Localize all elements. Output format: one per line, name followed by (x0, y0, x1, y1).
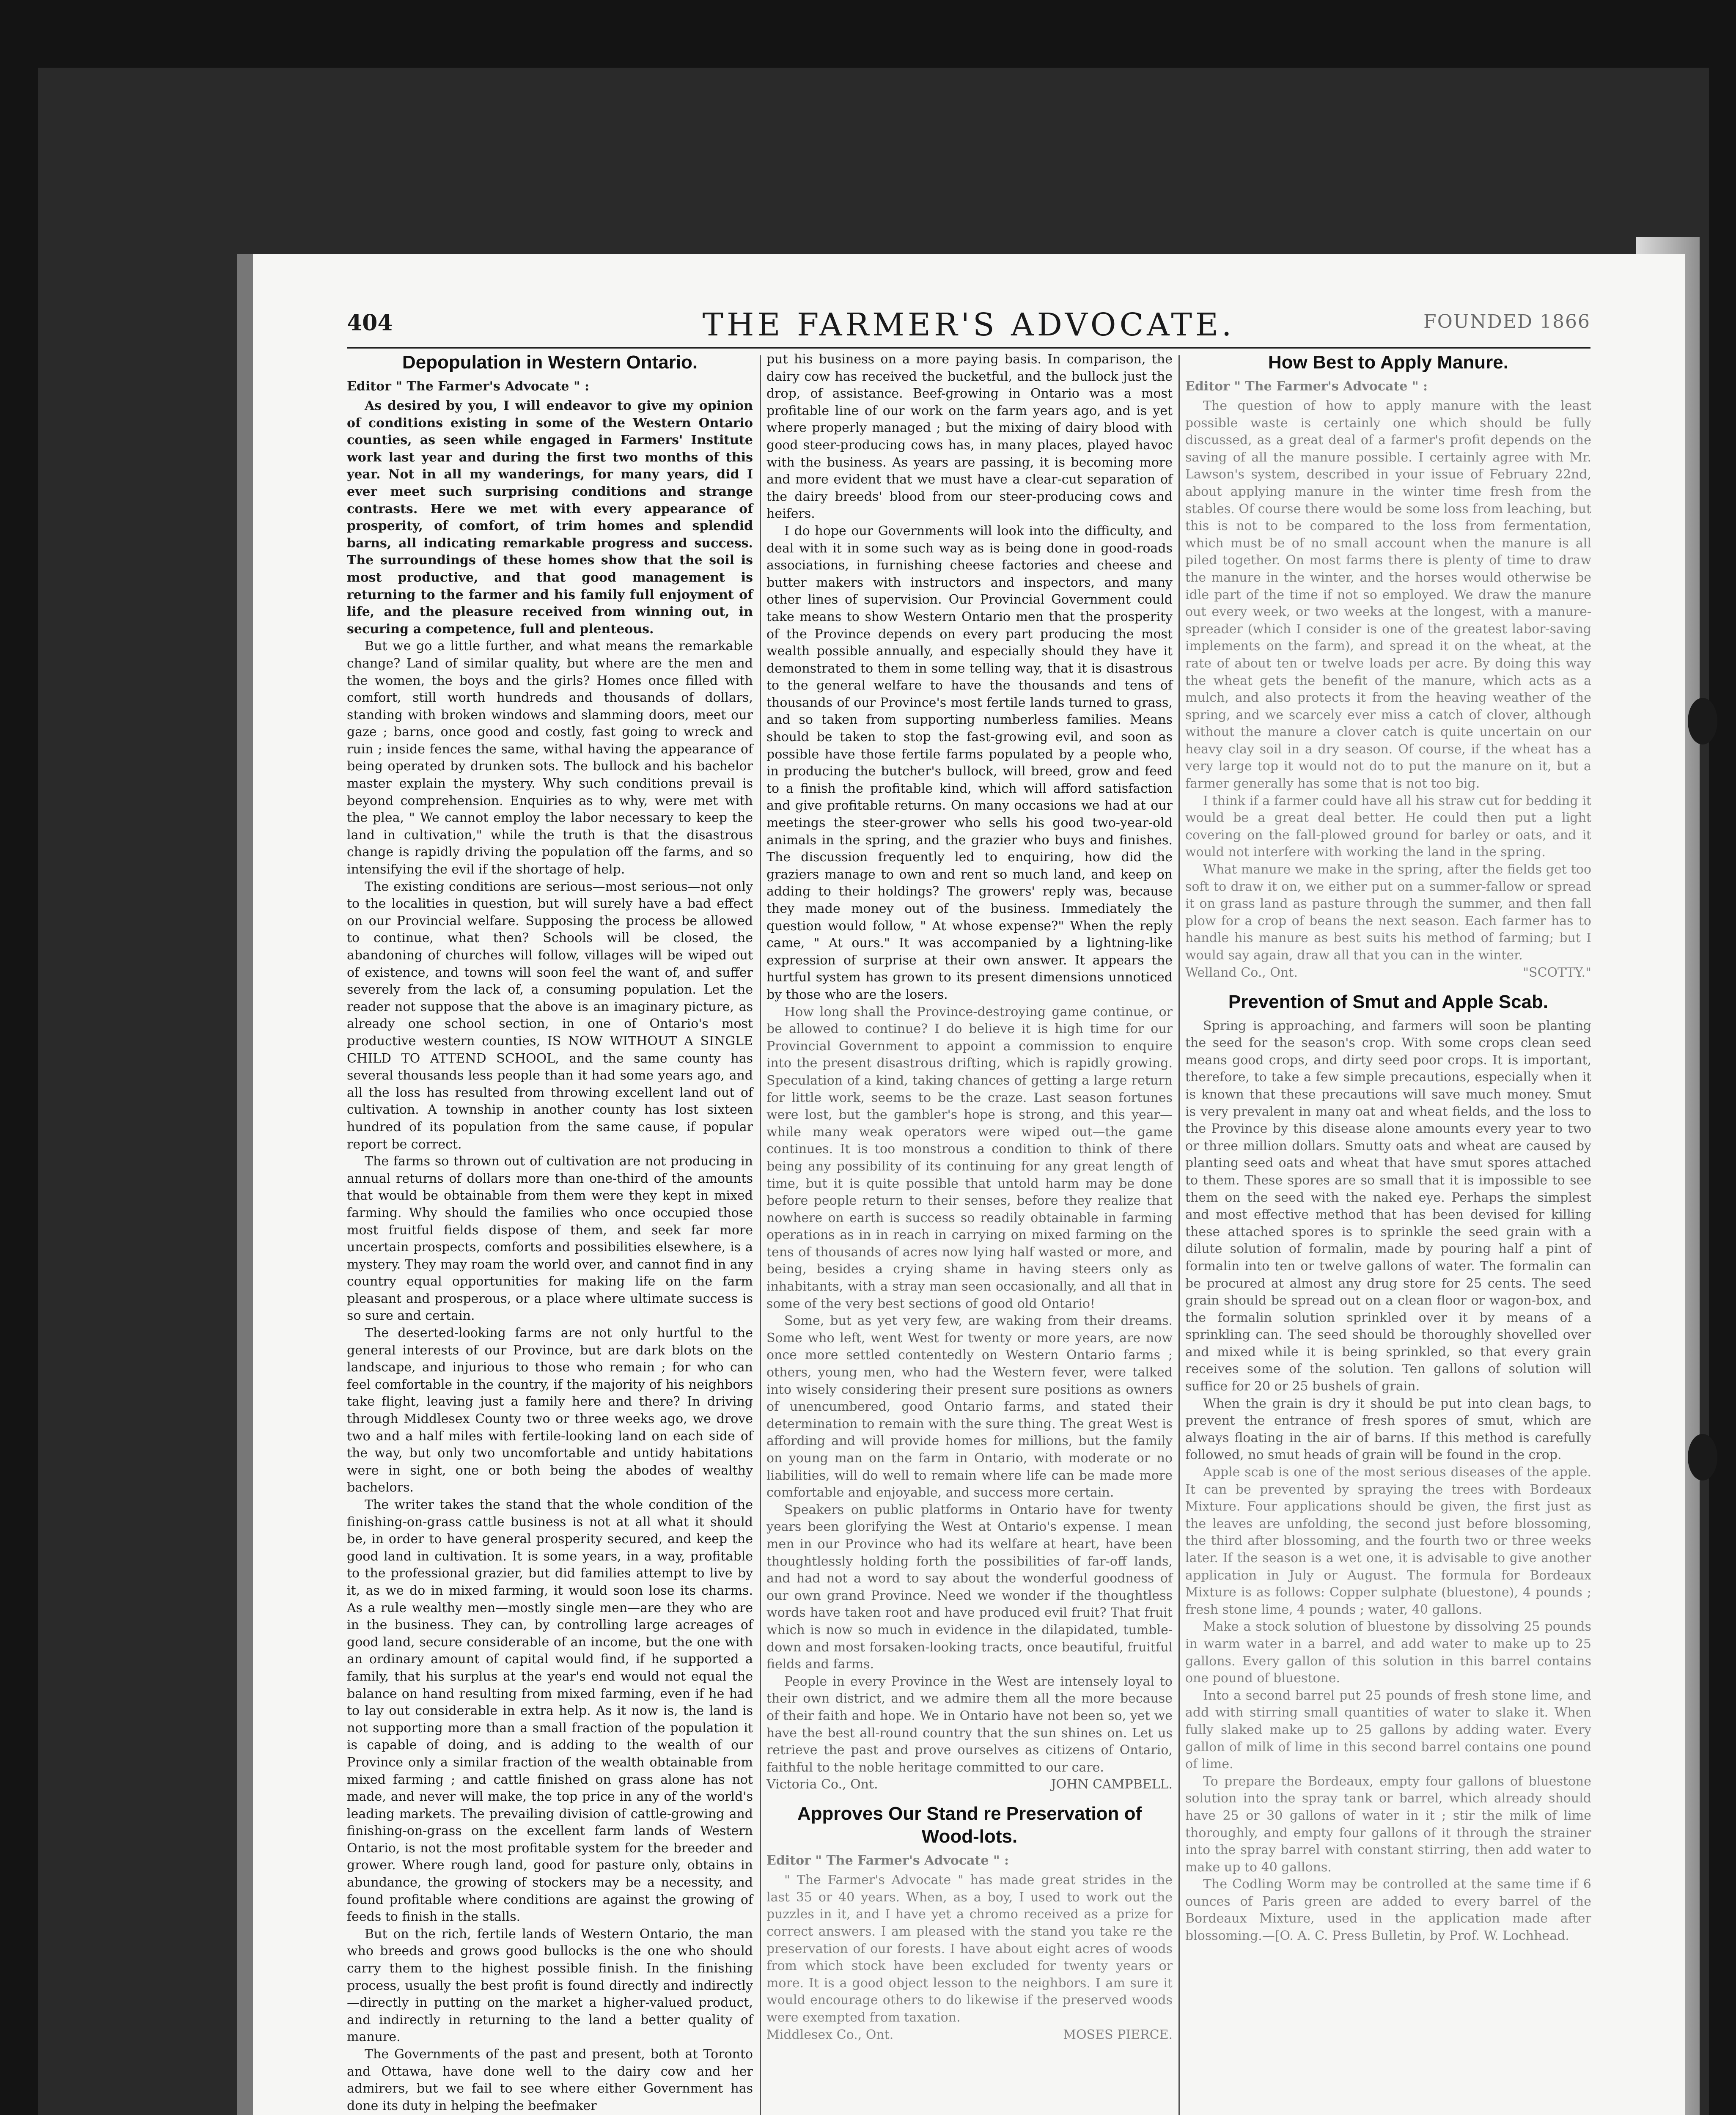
binding-hole-icon (1688, 698, 1717, 744)
signature-location: Victoria Co., Ont. (766, 1777, 878, 1792)
article-paragraph: How long shall the Province-destroying game continue, or be allowed to continue? I do believe it is high time for our Provincial Government to appoint a commission to enquire into the present disastrous drifting, which is rapidly growing. Speculation of a kind, taking chances of getting a large return for little work, seems to be the craze. Last season fortunes were lost, but the gambler's hope is strong, and this year—while many weak operators were wiped out—the game continues. It is too monstrous a condition to think of there being any possibility of its continuing for any great length of time, but it is quite possible that untold harm may be done before people return to their senses, before they realize that nowhere on earth is success so readily obtainable in farming operations as in in reach in carrying on mixed farming on the tens of thousands of acres now lying half wasted or more, and being, besides a crying shame in having steers only as inhabitants, with a stray man seen occasionally, and all that in some of the very best sections of good old Ontario! (766, 1004, 1173, 1311)
article-paragraph: " The Farmer's Advocate " has made great strides in the last 35 or 40 years. When, as a boy, I used to work out the puzzles in it, and I have yet a chromo received as a prize for correct answers. I am pleased with the stand you take re the preservation of our forests. I have about eight acres of woods from which stock have been excluded for twenty years or more. It is a good object lesson to the neighbors. I am sure it would encourage others to do likewise if the preserved woods were exempted from taxation. (766, 1873, 1173, 2025)
page-number: 404 (347, 310, 393, 336)
article-paragraph: Speakers on public platforms in Ontario have for twenty years been glorifying the West at Ontario's expense. I mean men in our Province who had its welfare at heart, have been thoughtlessly holding forth the possibilities of far-off lands, and had not a word to say about the wonderful goodness of our own grand Province. Need we wonder if the thoughtless words have taken root and have produced evil fruit? That fruit which is now so much in evidence in the dilapidated, tumble-down and most forsaken-looking tracts, once beautiful, fruitful fields and farms. (766, 1502, 1173, 1672)
article-paragraph: Spring is approaching, and farmers will soon be planting the seed for the season's crop. With some crops clean seed means good crops, and dirty seed poor crops. It is important, therefore, to take a few simple precautions, especially when it is known that these precautions will save much money. Smut is very prevalent in many oat and wheat fields, and the loss to the Province by this disease alone amounts every year to two or three million dollars. Smutty oats and wheat are caused by planting seed oats and wheat that have smut spores attached to them. These spores are so small that it is impossible to see them on the seed with the naked eye. Perhaps the simplest and most effective method that has been devised for killing these attached spores is to sprinkle the seed grain with a dilute solution of formalin, made by pouring half a pint of formalin into ten or twelve gallons of water. The formalin can be procured at almost any drug store for 25 cents. The seed grain should be spread out on a clean floor or wagon-box, and the formalin solution sprinkled over it by means of a sprinkling can. The seed should be thoroughly shovelled over and mixed while it is being sprinkled, so that every grain receives some of the solution. Ten gallons of solution will suffice for 20 or 25 bushels of grain. (1185, 1018, 1591, 1394)
article-paragraph: The Governments of the past and present, both at Toronto and Ottawa, have done well to the dairy cow and her admirers, but we fail to see where either Government has done its duty in helping the beefmaker (347, 2047, 753, 2113)
article-paragraph: To prepare the Bordeaux, empty four gallons of bluestone solution into the spray tank or barrel, which already should have 25 or 30 gallons of water in it ; stir the milk of lime thoroughly, and empty four gallons of it through the strainer into the spray barrel with constant stirring, then add water to make up to 40 gallons. (1185, 1774, 1591, 1875)
article-paragraph: The Codling Worm may be controlled at the same time if 6 ounces of Paris green are added to every barrel of the Bordeaux Mixture, used in the application made after blossoming.—[O. A. C. Press Bulletin, by Prof. W. Lochhead. (1185, 1877, 1591, 1944)
column-rule (760, 355, 761, 2115)
article-paragraph: The deserted-looking farms are not only hurtful to the general interests of our Province, but are dark blots on the landscape, and injurious to those who remain ; for who can feel comfortable in the country, if the majority of his neighbors take flight, leaving just a family here and there? In driving through Middlesex County two or three weeks ago, we drove two and a half miles with fertile-looking land on each side of the way, but only two uncomfortable and untidy habitations were in sight, one or both being the abodes of wealthy bachelors. (347, 1326, 753, 1495)
signature-name: MOSES PIERCE. (1063, 2027, 1173, 2042)
article-paragraph: As desired by you, I will endeavor to give my opinion of conditions existing in some of the Western Ontario counties, as seen while engaged in Farmers' Institute work last year and during the first two months of this year. Not in all my wanderings, for many years, did I ever meet such surprising conditions and strange contrasts. Here we met with every appearance of prosperity, of comfort, of trim homes and splendid barns, all indicating remarkable progress and success. The surroundings of these homes show that the soil is most productive, and that good management is returning to the farmer and his family full enjoyment of life, and the pleasure received from winning out, in securing a competence, full and plenteous. (347, 398, 753, 637)
article-paragraph: I think if a farmer could have all his straw cut for bedding it would be a great deal better. He could then put a light covering on the fall-plowed ground for barley or oats, and it would not interfere with working the land in the spring. (1185, 793, 1591, 860)
founded-note: FOUNDED 1866 (1423, 311, 1590, 332)
article-title: Approves Our Stand re Preservation of Wood-lots. (797, 1803, 1142, 1847)
signature-name: JOHN CAMPBELL. (1051, 1777, 1173, 1792)
signature-line (1185, 964, 1591, 981)
article-paragraph: People in every Province in the West are intensely loyal to their own district, and we admire them all the more because of their faith and hope. We in Ontario have not been so, yet we have the best all-round country that the sun shines on. Let us retrieve the past and prove ourselves as citizens of Ontario, faithful to the noble heritage committed to our care. (766, 1674, 1173, 1775)
article-salutation: Editor " The Farmer's Advocate " : (766, 1853, 1009, 1868)
signature-location: Welland Co., Ont. (1185, 965, 1298, 980)
article-salutation: Editor " The Farmer's Advocate " : (1185, 379, 1428, 394)
article-title: Depopulation in Western Ontario. (402, 352, 698, 373)
article-paragraph: What manure we make in the spring, after the fields get too soft to draw it on, we either put on a summer-fallow or spread it on grass land as pasture through the summer, and then fall plow for a crop of beans the next season. Each farmer has to handle his manure as best suits his method of farming; but I would say again, draw all that you can in the winter. (1185, 862, 1591, 963)
article-paragraph: Some, but as yet very few, are waking from their dreams. Some who left, went West for twenty or more years, are now once more settled contentedly on Western Ontario farms ; others, young men, who had the Western fever, were talked into wisely considering their present sure positions as owners of unencumbered, good Ontario farms, and stated their determination to remain with the sure thing. The great West is affording and will provide homes for millions, but the family on young man on the farm in Ontario, with moderate or no liabilities, will do well to remain where life can be made more comfortable and enjoyable, and success more certain. (766, 1313, 1173, 1500)
article-paragraph: The farms so thrown out of cultivation are not producing in annual returns of dollars more than one-third of the amounts that would be obtainable from them were they kept in mixed farming. Why should the families who once occupied those most fruitful fields dispose of them, and seek far more uncertain prospects, comforts and possibilities elsewhere, is a mystery. They may roam the world over, and cannot find in any country equal opportunities for making life on the farm pleasant and prosperous, or a place where ultimate success is so sure and certain. (347, 1154, 753, 1324)
column-3 (1185, 351, 1591, 1945)
column-2 (766, 351, 1173, 2053)
header-rule (347, 347, 1590, 349)
article-paragraph: Make a stock solution of bluestone by dissolving 25 pounds in warm water in a barrel, and add water to make up to 25 gallons. Every gallon of this solution in this barrel contains one pound of bluestone. (1185, 1619, 1591, 1686)
masthead-title: THE FARMER'S ADVOCATE. (702, 307, 1235, 343)
page-header (347, 307, 1590, 349)
article-paragraph: put his business on a more paying basis. In comparison, the dairy cow has received the bucketful, and the bullock just the drop, of assistance. Beef-growing in Ontario was a most profitable line of our work on the farm years ago, and is yet where properly managed ; but the mixing of dairy blood with good steer-producing cows has, in many places, played havoc with the business. As years are passing, it is becoming more and more evident that we must have a clear-cut separation of the dairy breeds' blood from our steer-producing cows and heifers. (766, 352, 1173, 522)
article-title: How Best to Apply Manure. (1268, 352, 1508, 373)
article-paragraph: The existing conditions are serious—most serious—not only to the localities in question, but will surely have a bad effect on our Provincial welfare. Supposing the process be allowed to continue, what then? Schools will be closed, the abandoning of churches will follow, villages will be wiped out of existence, and towns will soon feel the want of, and suffer severely from the lack of, a consuming population. Let the reader not suppose that the above is an imaginary picture, as already one school section, in one of Ontario's most productive western counties, IS NOW WITHOUT A SINGLE CHILD TO ATTEND SCHOOL, and the same county has several thousands less people than it had some years ago, and all the loss has resulted from throwing excellent land out of cultivation. A township in another county has lost sixteen hundred of its population from the same cause, if popular report be correct. (347, 879, 753, 1152)
sheet-edge-shadow (237, 254, 253, 2115)
article-salutation: Editor " The Farmer's Advocate " : (347, 379, 590, 394)
column-1 (347, 351, 753, 2115)
article-paragraph: Into a second barrel put 25 pounds of fresh stone lime, and add with stirring small quantities of water to slake it. When fully slaked make up to 25 gallons by adding water. Every gallon of milk of lime in this second barrel contains one pound of lime. (1185, 1688, 1591, 1772)
signature-location: Middlesex Co., Ont. (766, 2027, 894, 2042)
article-title: Prevention of Smut and Apple Scab. (1228, 991, 1549, 1012)
article-paragraph: I do hope our Governments will look into the difficulty, and deal with it in some such way as is being done in good-roads associations, in furnishing cheese factories and cheese and butter makers with instructors and inspectors, and many other lines of supervision. Our Provincial Government could take means to show Western Ontario men that the prosperity of the Province depends on every part producing the most wealth possible annually, and especially should they have it demonstrated to them in some telling way, that it is disastrous to the general welfare to have the thousands and tens of thousands of our Province's most fertile lands turned to grass, and so taken from supporting numberless families. Means should be taken to stop the fast-growing evil, and soon as possible have those fertile farms populated by a people who, in producing the butcher's bullock, will breed, grow and feed to a finish the profitable kind, which will afford satisfaction and give profitable returns. On many occasions we had at our meetings the steer-grower who sells his good two-year-old animals in the spring, and the grazier who buys and finishes. The discussion frequently led to enquiring, how did the graziers manage to own and rent so much land, and keep on adding to their holdings? The growers' reply was, because they made money out of the business. Immediately the question would follow, " At whose expense?" When the reply came, " At ours." It was accompanied by a lightning-like expression of surprise at their own answer. It appears the hurtful system has grown to its present dimensions unnoticed by those who are the losers. (766, 523, 1173, 1002)
article-paragraph: The question of how to apply manure with the least possible waste is certainly one which should be fully discussed, as a great deal of a farmer's profit depends on the saving of all the manure possible. I certainly agree with Mr. Lawson's system, described in your issue of February 22nd, about applying manure in the winter time fresh from the stables. Of course there would be some loss from leaching, but this is not to be compared to the loss from fermentation, which must be of no small account when the manure is all piled together. On most farms there is plenty of time to draw the manure in the winter, and the horses would otherwise be idle part of the time if not so employed. We draw the manure out every week, or two weeks at the longest, with a manure-spreader (which I consider is one of the greatest labor-saving implements on the farm), and spread it on the wheat, at the rate of about ten or twelve loads per acre. By doing this way the wheat gets the benefit of the manure, which acts as a mulch, and also protects it from the heaving weather of the spring, and we scarcely ever miss a catch of clover, although without the manure a clover catch is quite uncertain on our heavy clay soil in a dry season. Of course, if the wheat has a very large top it would not do to put the manure on it, but a farmer generally has some that is not too big. (1185, 398, 1591, 791)
article-paragraph: When the grain is dry it should be put into clean bags, to prevent the entrance of fresh spores of smut, which are always floating in the air of barns. If this method is carefully followed, no smut heads of grain will be found in the crop. (1185, 1396, 1591, 1463)
signature-name: "SCOTTY." (1523, 965, 1591, 980)
binding-hole-icon (1688, 1434, 1717, 1480)
article-paragraph: But we go a little further, and what means the remarkable change? Land of similar quality, but where are the men and the women, the boys and the girls? Homes once filled with comfort, still worth hundreds and thousands of dollars, standing with broken windows and slamming doors, meet our gaze ; barns, once good and costly, fast going to wreck and ruin ; inside fences the same, withal having the appearance of being operated by drunken sots. The bullock and his bachelor master explain the mystery. Why such conditions prevail is beyond comprehension. Enquiries as to why, were met with the plea, " We cannot employ the labor necessary to keep the land in cultivation," while the truth is that the disastrous change is rapidly driving the population off the farms, and so intensifying the evil if the shortage of help. (347, 639, 753, 877)
article-paragraph: But on the rich, fertile lands of Western Ontario, the man who breeds and grows good bullocks is the one who should carry them to the highest possible finish. In the finishing process, usually the best profit is found directly and indirectly—directly in putting on the market a higher-valued product, and indirectly in returning to the land a better quality of manure. (347, 1926, 753, 2045)
article-paragraph: Apple scab is one of the most serious diseases of the apple. It can be prevented by spraying the trees with Bordeaux Mixture. Four applications should be given, the first just as the leaves are unfolding, the second just before blossoming, the third after blossoming, and the fourth two or three weeks later. If the season is a wet one, it is advisable to give another application in July or August. The formula for Bordeaux Mixture is as follows: Copper sulphate (bluestone), 4 pounds ; fresh stone lime, 4 pounds ; water, 40 gallons. (1185, 1465, 1591, 1617)
article-paragraph: The writer takes the stand that the whole condition of the finishing-on-grass cattle business is not at all what it should be, in order to have general prosperity secured, and keep the good land in cultivation. It is some years, in a way, profitable to the professional grazier, but did families attempt to live by it, as we do in mixed farming, it would soon lose its charms. As a rule wealthy men—mostly single men—are they who are in the business. They can, by controlling large acreages of good land, secure considerable of an income, but the one with an ordinary amount of capital would find, if he supported a family, that his surplus at the year's end would not equal the balance on hand resulting from mixed farming, even if he had to lay out considerable in extra help. As it now is, the land is not supporting more than a small fraction of the population it is capable of doing, and is adding to the wealth of our Province only a similar fraction of the wealth obtainable from mixed farming ; and cattle finished on grass alone has not made, and never will make, the top price in any of the world's leading markets. The prevailing division of cattle-growing and finishing-on-grass on the excellent farm lands of Western Ontario, is not the most profitable system for the breeder and grower. Where rough land, good for pasture only, obtains in abundance, the growing of stockers may be a necessity, and found profitable where conditions are against the growing of feeds to finish in the stalls. (347, 1497, 753, 1925)
column-rule (1178, 355, 1180, 2115)
signature-line (766, 2027, 1173, 2044)
signature-line (766, 1776, 1173, 1793)
